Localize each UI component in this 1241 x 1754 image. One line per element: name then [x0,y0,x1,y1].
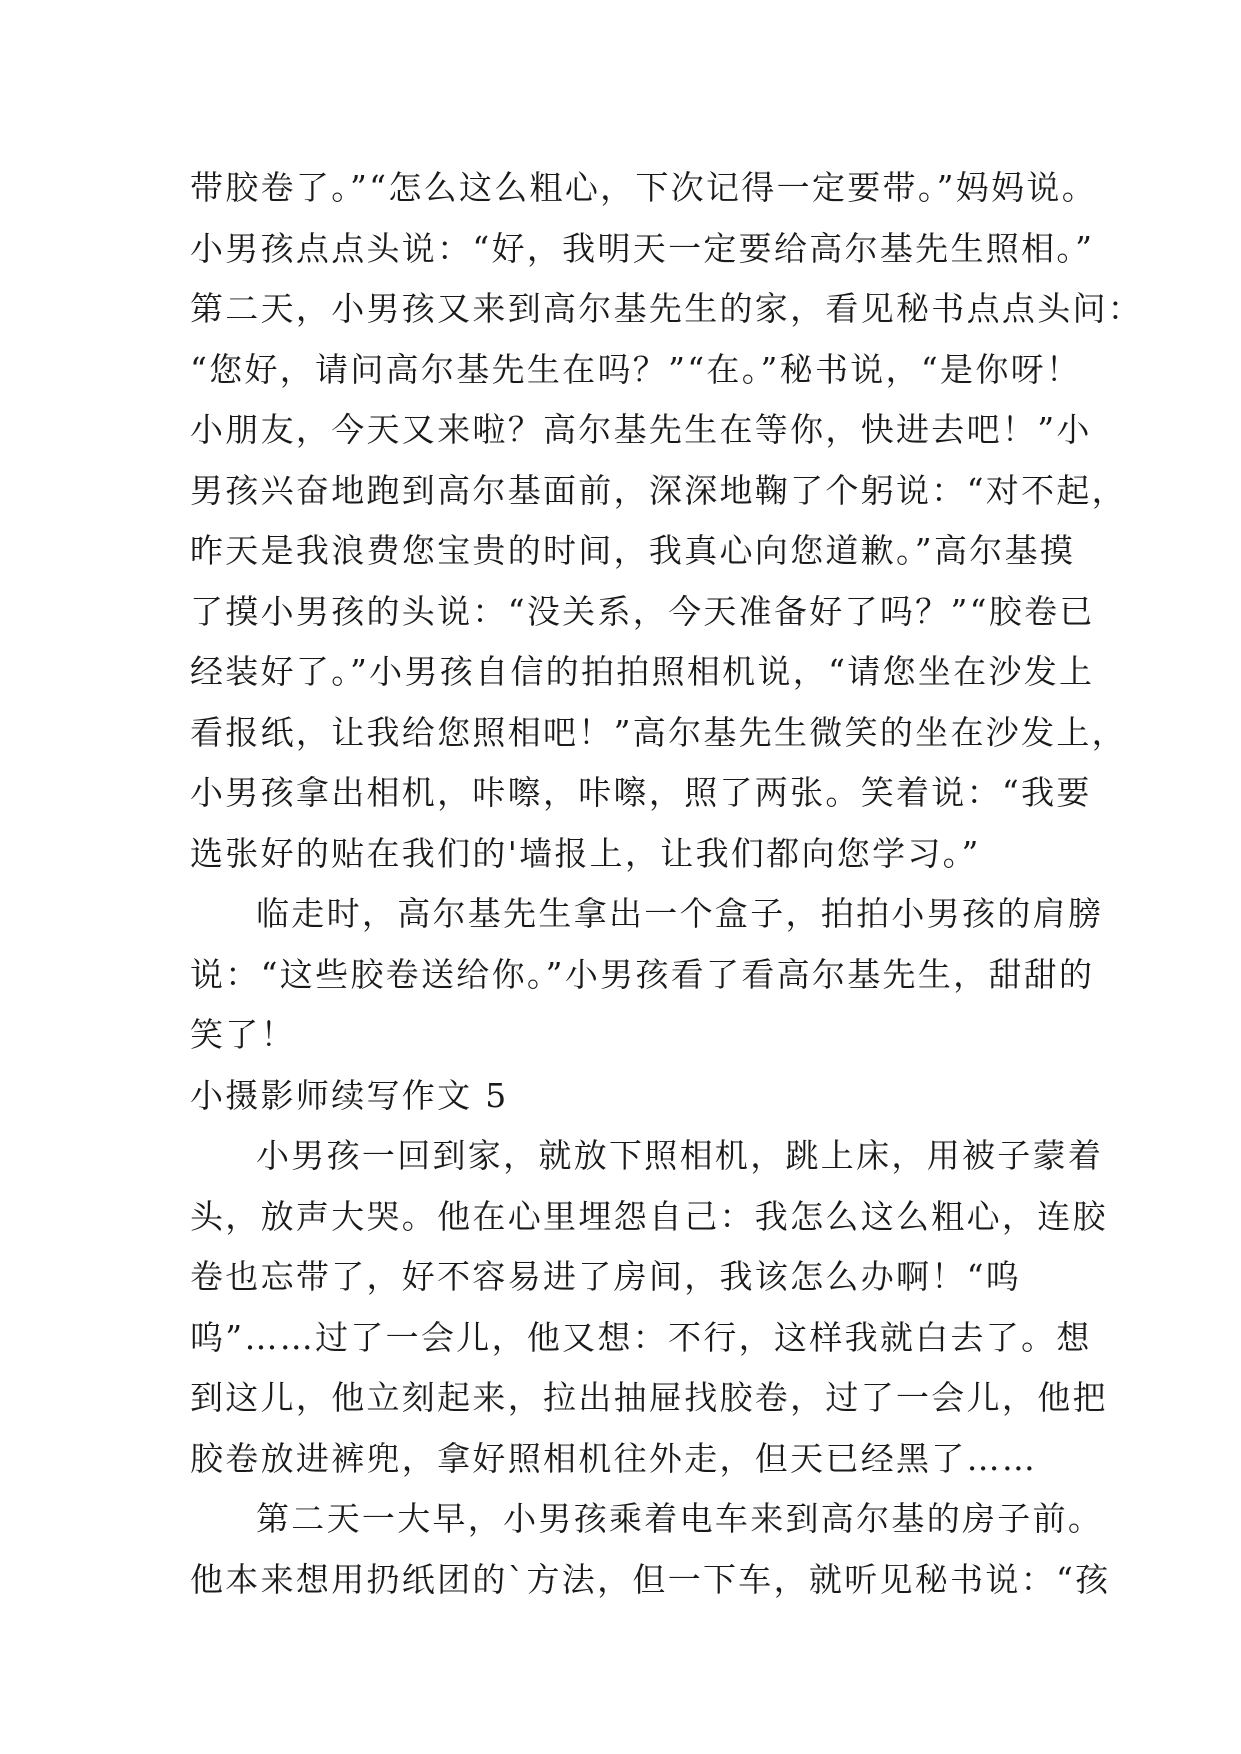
essay-text [190,158,1144,1610]
paragraph-line: 胶卷放进裤兜，拿好照相机往外走，但天已经黑了…… [190,1438,1038,1478]
paragraph-line: 笑了！ [190,1015,296,1054]
paragraph-line: 第二天一大早，小男孩乘着电车来到高尔基的房子前。 [256,1499,1104,1538]
section-heading: 小摄影师续写作文 5 [190,1075,509,1115]
paragraph-line: 经装好了。”小男孩自信的拍拍照相机说，“请您坐在沙发上 [190,652,1095,691]
paragraph-line: 小朋友，今天又来啦？高尔基先生在等你，快进去吧！”小 [190,410,1092,449]
paragraph-line: 说：“这些胶卷送给你。”小男孩看了看高尔基先生，甜甜的 [190,954,1095,994]
paragraph-line: “您好，请问高尔基先生在吗？”“在。”秘书说，“是你呀！ [190,349,1082,389]
paragraph-line: 第二天，小男孩又来到高尔基先生的家，看见秘书点点头问： [190,289,1144,328]
paragraph-line: 他本来想用扔纸团的`方法，但一下车，就听见秘书说：“孩 [190,1559,1111,1599]
paragraph-line: 小男孩一回到家，就放下照相机，跳上床，用被子蒙着 [256,1136,1104,1175]
paragraph-line: 看报纸，让我给您照相吧！”高尔基先生微笑的坐在沙发上， [190,712,1127,752]
paragraph-line: 带胶卷了。”“怎么这么粗心，下次记得一定要带。”妈妈说。 [190,168,1098,207]
paragraph-line: 到这儿，他立刻起来，拉出抽屉找胶卷，过了一会儿，他把 [190,1378,1108,1417]
paragraph-line: 卷也忘带了，好不容易进了房间，我该怎么办啊！“呜 [190,1257,1022,1296]
paragraph-line: 选张好的贴在我们的'墙报上，让我们都向您学习。” [190,833,981,873]
paragraph-line: 小男孩拿出相机，咔嚓，咔嚓，照了两张。笑着说：“我要 [190,773,1092,812]
paragraph-line: 昨天是我浪费您宝贵的时间，我真心向您道歉。”高尔基摸 [190,531,1076,570]
paragraph-line: 临走时，高尔基先生拿出一个盒子，拍拍小男孩的肩膀 [256,894,1104,933]
paragraph-line: 小男孩点点头说：“好，我明天一定要给高尔基先生照相。” [190,228,1095,268]
paragraph-line: 头，放声大哭。他在心里埋怨自己：我怎么这么粗心，连胶 [190,1196,1108,1236]
paragraph-line: 呜”……过了一会儿，他又想：不行，这样我就白去了。想 [190,1317,1092,1357]
paragraph-line: 了摸小男孩的头说：“没关系，今天准备好了吗？”“胶卷已 [190,591,1095,631]
paragraph-line: 男孩兴奋地跑到高尔基面前，深深地鞠了个躬说：“对不起， [190,470,1127,510]
